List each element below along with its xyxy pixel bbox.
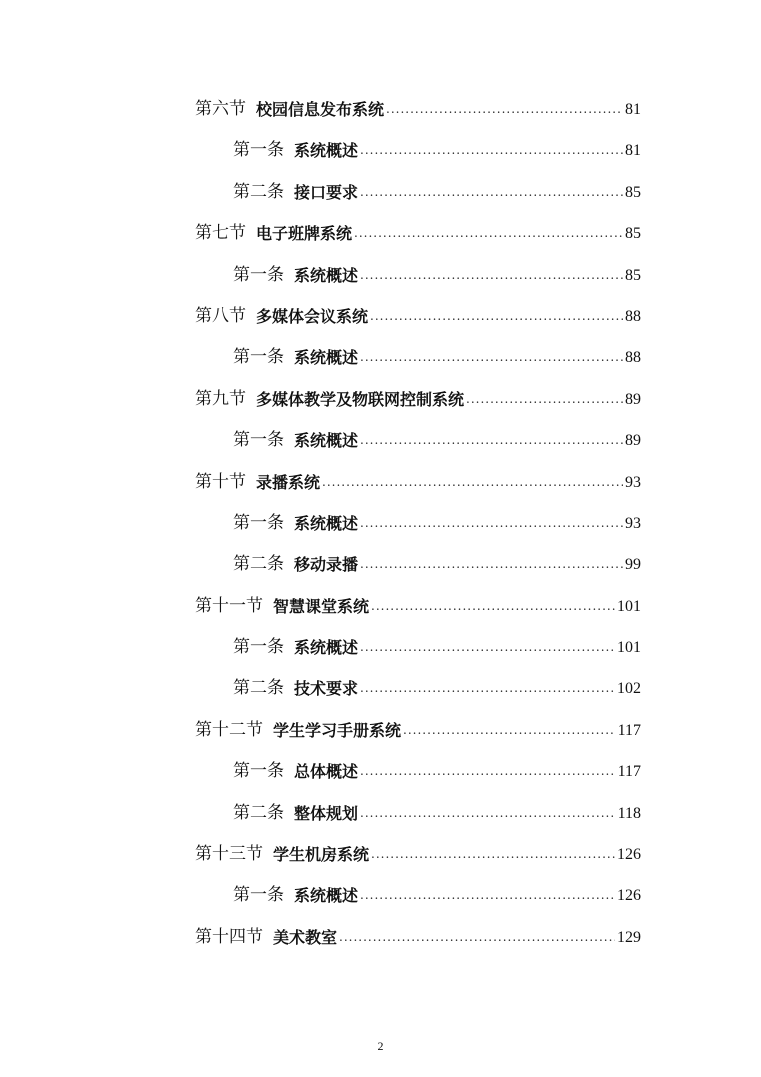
toc-dot-leader [386, 89, 623, 130]
toc-entry-title: 多媒体教学及物联网控制系统 [256, 389, 465, 409]
toc-entry-number: 第二条 [233, 678, 284, 699]
toc-entry-number: 第十三节 [195, 844, 263, 865]
toc-dot-leader [360, 130, 623, 171]
toc-entry-number: 第十四节 [195, 926, 263, 947]
toc-entry-page: 99 [625, 556, 641, 574]
toc-entry-number: 第二条 [233, 554, 284, 575]
toc-entry-page: 101 [617, 597, 641, 615]
toc-entry-section-7[interactable] [0, 213, 641, 254]
toc-entry-page: 85 [625, 183, 641, 201]
toc-entry-section-9[interactable] [0, 379, 641, 420]
toc-dot-leader [339, 917, 615, 958]
toc-entry-title: 系统概述 [294, 431, 359, 451]
toc-entry-subsection[interactable] [0, 130, 641, 171]
toc-entry-title: 技术要求 [294, 679, 359, 699]
toc-entry-title: 总体概述 [294, 762, 359, 782]
toc-entry-page: 118 [617, 804, 641, 822]
toc-entry-page: 102 [617, 680, 641, 698]
toc-dot-leader [370, 296, 623, 337]
toc-dot-leader [403, 710, 616, 751]
toc-entry-subsection[interactable] [0, 420, 641, 461]
toc-entry-subsection[interactable] [0, 875, 641, 916]
toc-entry-title: 录播系统 [256, 472, 321, 492]
toc-entry-number: 第一条 [233, 512, 284, 533]
toc-entry-number: 第十节 [195, 471, 246, 492]
toc-dot-leader [360, 172, 623, 213]
toc-entry-page: 126 [617, 846, 641, 864]
table-of-contents [0, 89, 761, 958]
toc-dot-leader [360, 793, 616, 834]
toc-entry-number: 第六节 [195, 99, 246, 119]
toc-entry-title: 智慧课堂系统 [273, 596, 370, 616]
toc-entry-page: 117 [617, 721, 641, 739]
toc-entry-title: 系统概述 [294, 348, 359, 368]
toc-entry-number: 第一条 [233, 264, 284, 285]
toc-entry-number: 第一条 [233, 761, 284, 782]
toc-entry-number: 第一条 [233, 347, 284, 368]
toc-entry-title: 整体规划 [294, 803, 359, 823]
toc-entry-number: 第一条 [233, 430, 284, 451]
toc-entry-subsection[interactable] [0, 627, 641, 668]
toc-entry-title: 学生机房系统 [273, 845, 370, 865]
toc-dot-leader [360, 503, 623, 544]
toc-entry-section-13[interactable] [0, 834, 641, 875]
toc-entry-page: 89 [625, 390, 641, 408]
toc-dot-leader [360, 627, 615, 668]
toc-entry-subsection[interactable] [0, 255, 641, 296]
toc-entry-subsection[interactable] [0, 503, 641, 544]
toc-dot-leader [360, 751, 616, 792]
toc-dot-leader [360, 875, 615, 916]
toc-entry-title: 美术教室 [273, 927, 338, 947]
toc-dot-leader [466, 379, 623, 420]
toc-entry-number: 第七节 [195, 223, 246, 244]
toc-entry-subsection[interactable] [0, 793, 641, 834]
toc-entry-subsection[interactable] [0, 544, 641, 585]
toc-entry-number: 第一条 [233, 885, 284, 906]
toc-entry-section-12[interactable] [0, 710, 641, 751]
toc-entry-title: 系统概述 [294, 513, 359, 533]
toc-entry-page: 89 [625, 432, 641, 450]
toc-entry-title: 学生学习手册系统 [273, 720, 402, 740]
toc-entry-page: 101 [617, 639, 641, 657]
toc-entry-subsection[interactable] [0, 337, 641, 378]
toc-entry-page: 126 [617, 887, 641, 905]
toc-entry-page: 85 [625, 225, 641, 243]
toc-entry-section-8[interactable] [0, 296, 641, 337]
toc-entry-title: 多媒体会议系统 [256, 306, 369, 326]
page-number: 2 [377, 1039, 384, 1053]
toc-entry-title: 移动录播 [294, 555, 359, 575]
toc-entry-title: 电子班牌系统 [256, 224, 353, 244]
toc-entry-number: 第一条 [233, 637, 284, 658]
toc-dot-leader [371, 834, 615, 875]
toc-entry-page: 117 [617, 763, 641, 781]
toc-entry-section-14[interactable] [0, 917, 641, 958]
toc-dot-leader [354, 213, 623, 254]
toc-entry-title: 系统概述 [294, 141, 359, 161]
toc-entry-title: 系统概述 [294, 638, 359, 658]
toc-entry-page: 129 [617, 928, 641, 946]
toc-entry-number: 第二条 [233, 802, 284, 823]
toc-entry-number: 第九节 [195, 388, 246, 409]
toc-entry-section-11[interactable] [0, 586, 641, 627]
toc-entry-section-6[interactable] [0, 89, 641, 130]
toc-entry-title: 系统概述 [294, 265, 359, 285]
toc-entry-subsection[interactable] [0, 668, 641, 709]
toc-dot-leader [360, 420, 623, 461]
toc-dot-leader [322, 462, 623, 503]
toc-entry-page: 93 [625, 473, 641, 491]
toc-entry-number: 第八节 [195, 305, 246, 326]
toc-entry-number: 第十二节 [195, 719, 263, 740]
toc-entry-section-10[interactable] [0, 462, 641, 503]
toc-entry-page: 85 [625, 266, 641, 284]
toc-entry-subsection[interactable] [0, 751, 641, 792]
toc-entry-page: 81 [625, 142, 641, 160]
toc-entry-number: 第十一节 [195, 595, 263, 616]
toc-entry-page: 93 [625, 514, 641, 532]
toc-entry-title: 系统概述 [294, 886, 359, 906]
toc-entry-number: 第一条 [233, 140, 284, 161]
toc-dot-leader [360, 255, 623, 296]
toc-entry-title: 接口要求 [294, 182, 359, 202]
toc-entry-title: 校园信息发布系统 [256, 100, 385, 119]
toc-entry-page: 88 [625, 307, 641, 325]
toc-dot-leader [360, 544, 623, 585]
toc-entry-page: 81 [625, 101, 641, 118]
toc-dot-leader [371, 586, 615, 627]
toc-dot-leader [360, 337, 623, 378]
toc-entry-number: 第二条 [233, 181, 284, 202]
toc-entry-subsection[interactable] [0, 172, 641, 213]
toc-entry-page: 88 [625, 349, 641, 367]
toc-dot-leader [360, 668, 615, 709]
